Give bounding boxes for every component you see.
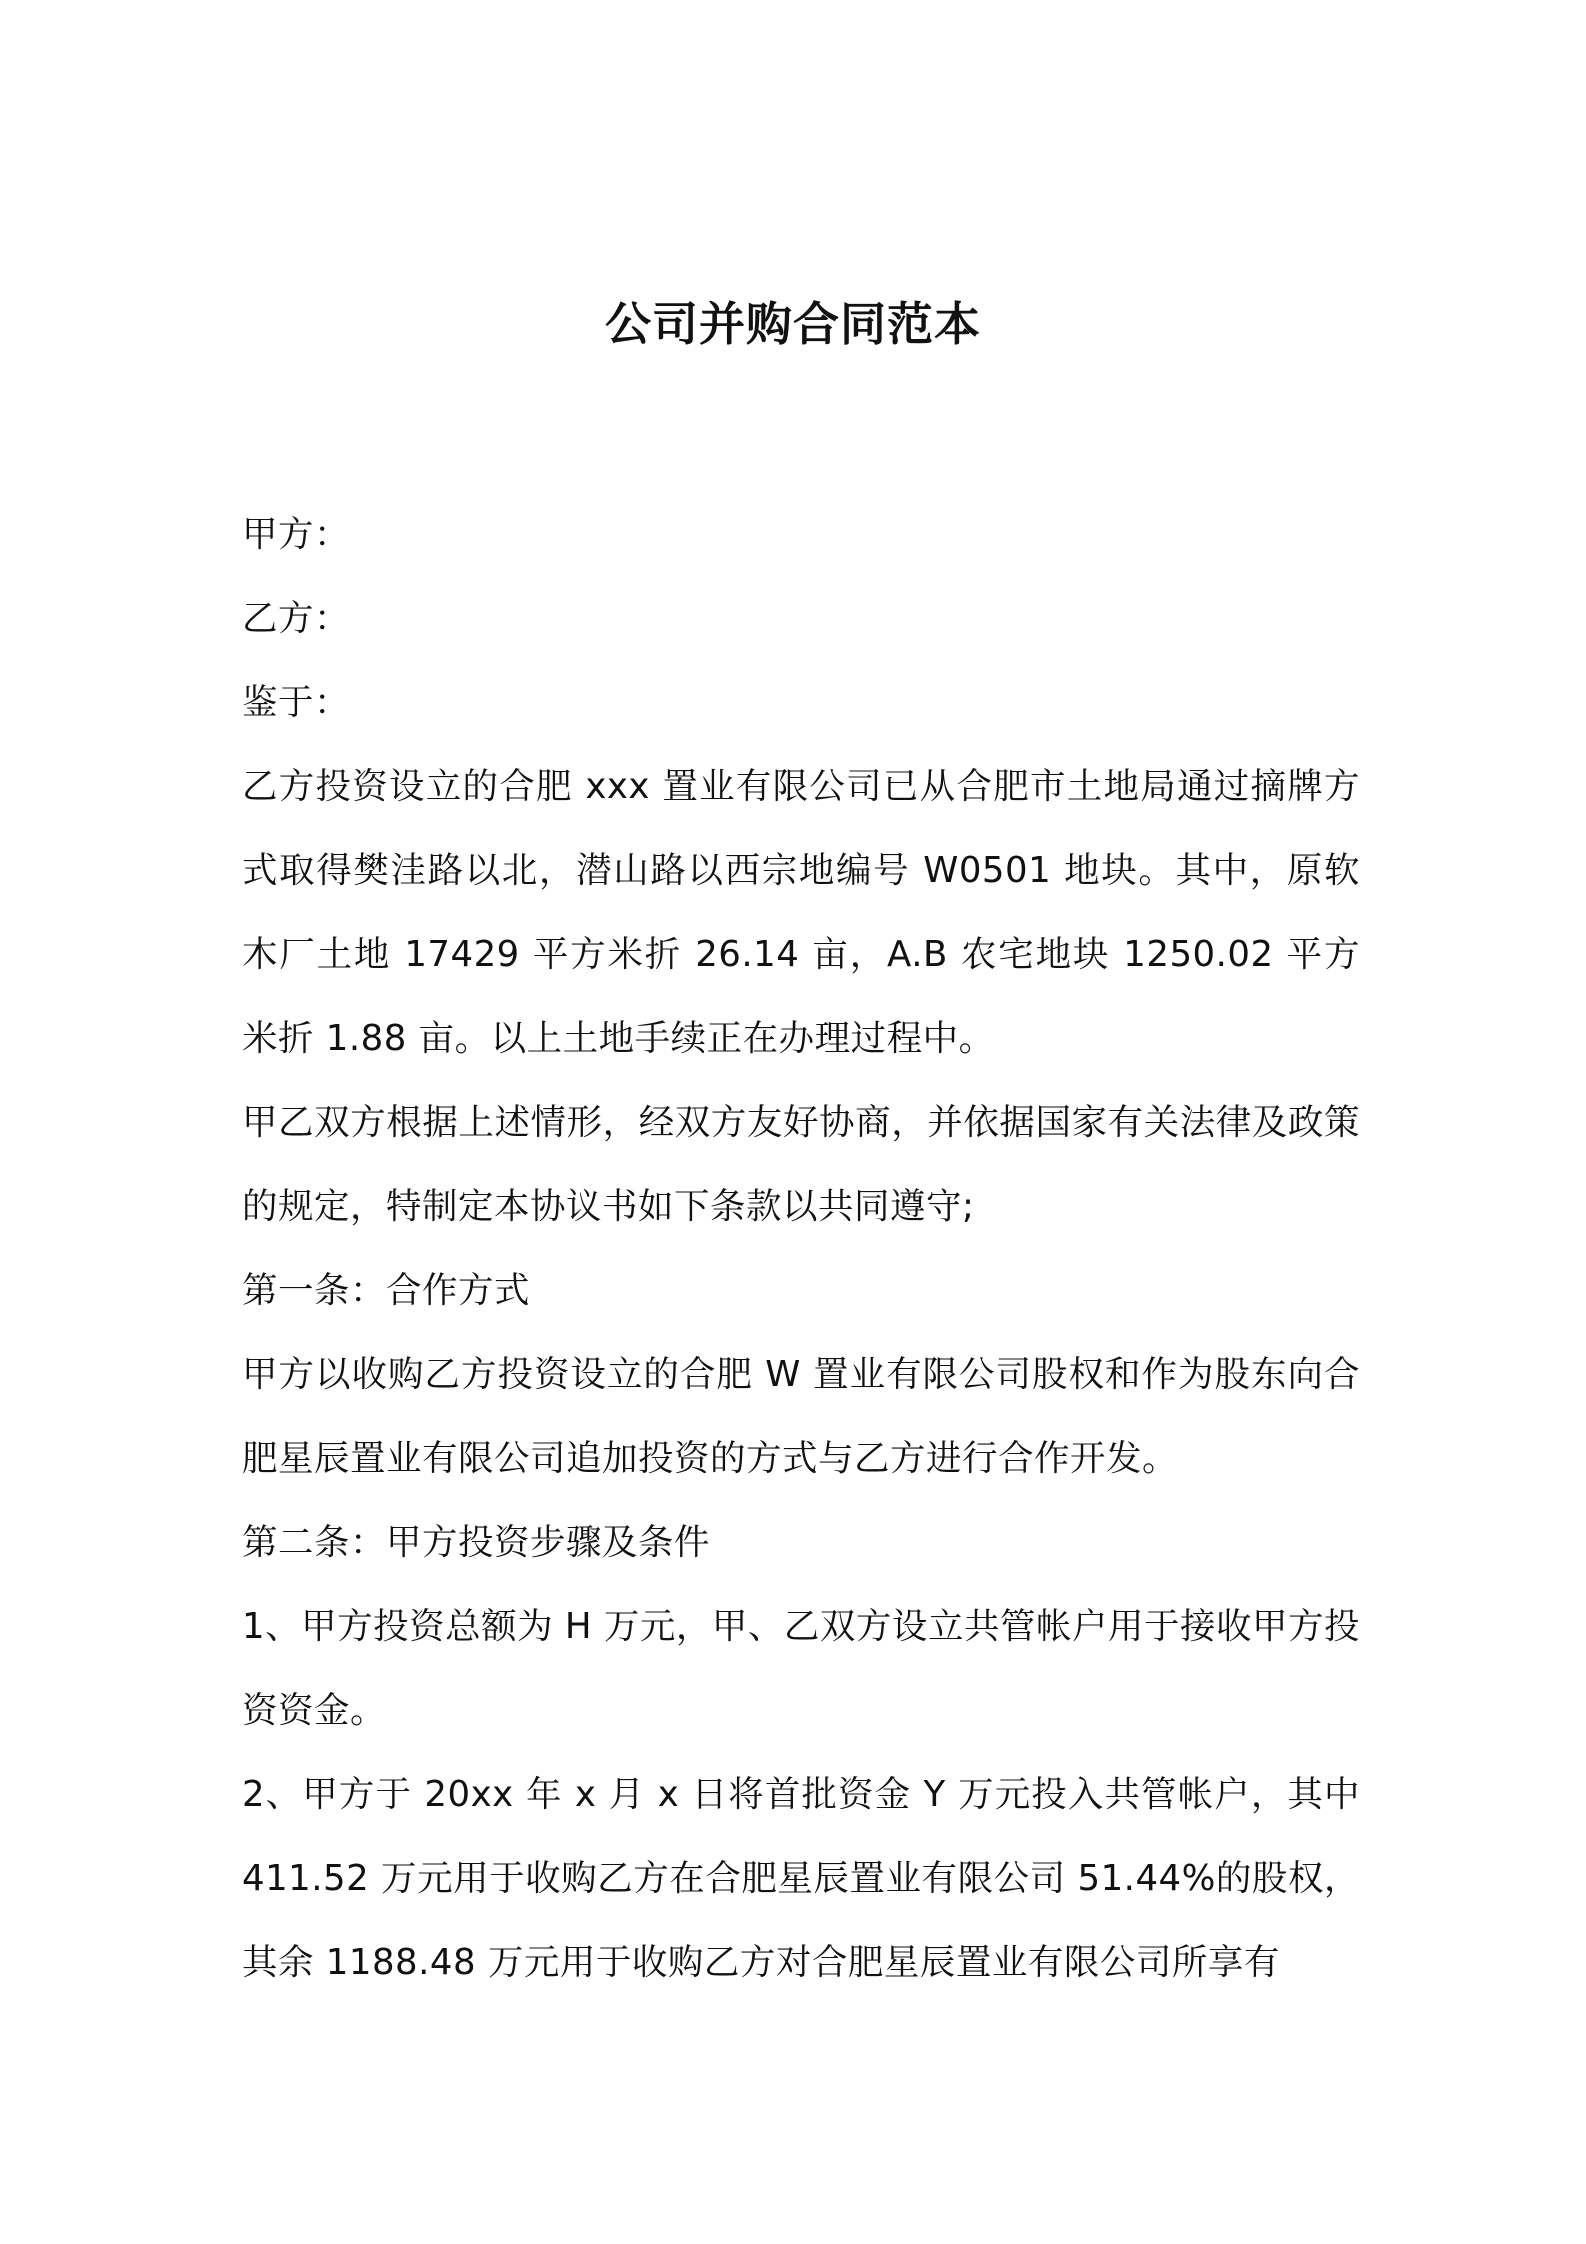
whereas-label: 鉴于：	[242, 682, 351, 723]
document-title: 公司并购合同范本	[605, 296, 981, 351]
party-a-label: 甲方：	[242, 514, 351, 555]
article-2-clause-2: 2、甲方于 20xx 年 x 月 x 日将首批资金 Y 万元投入共管帐户，其中 411.52 万元用于收购乙方在合肥星辰置业有限公司 51.44%的股权，其余 1188.48 万元用于收购乙方对合肥星辰置业有限公司所享有	[242, 1774, 1360, 1983]
document-body	[242, 493, 1360, 2005]
article-1-heading: 第一条：合作方式	[242, 1270, 531, 1311]
recital-paragraph: 乙方投资设立的合肥 xxx 置业有限公司已从合肥市土地局通过摘牌方式取得樊洼路以北，潜山路以西宗地编号 W0501 地块。其中，原软木厂土地 17429 平方米折 26.14 亩，A.B 农宅地块 1250.02 平方米折 1.88 亩。以上土地手续正在办理过程中。	[242, 766, 1360, 1059]
party-b-label: 乙方：	[242, 598, 351, 639]
article-2-heading: 第二条：甲方投资步骤及条件	[242, 1522, 711, 1563]
agreement-intro-paragraph: 甲乙双方根据上述情形，经双方友好协商，并依据国家有关法律及政策的规定，特制定本协议书如下条款以共同遵守;	[242, 1102, 1360, 1227]
article-2-clause-1: 1、甲方投资总额为 H 万元，甲、乙双方设立共管帐户用于接收甲方投资资金。	[242, 1606, 1360, 1731]
article-1-body: 甲方以收购乙方投资设立的合肥 W 置业有限公司股权和作为股东向合肥星辰置业有限公司追加投资的方式与乙方进行合作开发。	[242, 1354, 1360, 1479]
